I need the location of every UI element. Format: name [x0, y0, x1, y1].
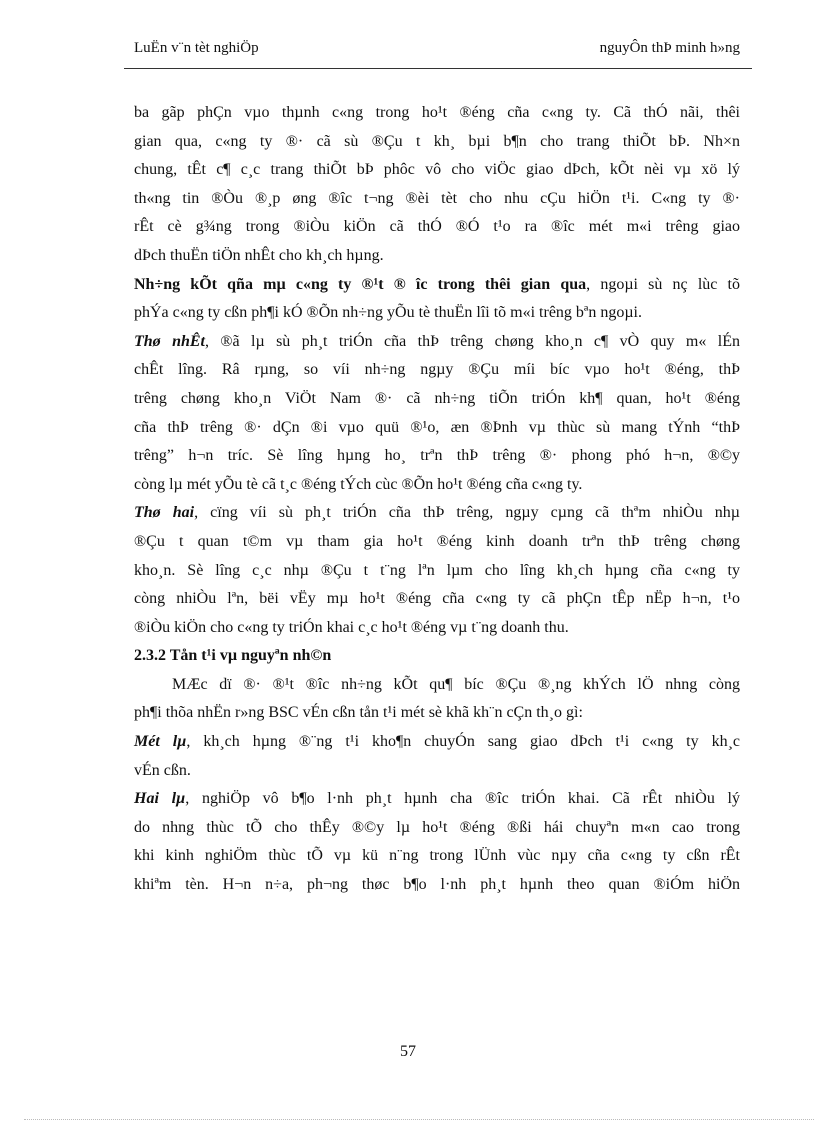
bold-italic-lead: Hai lµ: [134, 790, 186, 808]
line-text: do nhng thùc tÕ cho thÊy ®©y lµ ho¹t ®éng ®ßi hái chuyªn m«n cao trong: [134, 818, 740, 836]
line-text: MÆc dï ®· ®¹t ®îc nh÷ng kÕt qu¶ bíc ®Çu ®¸ng khÝch lÖ nhng còng: [172, 675, 740, 693]
text-line: [134, 385, 740, 414]
line-text: , ®ã lµ sù ph¸t triÓn cña thÞ trêng chøng kho¸n c¶ vÒ quy m« lÉn: [204, 332, 740, 350]
line-text: cña thÞ trêng ®· dÇn ®i vµo quü ®¹o, æn ®Þnh vµ thùc sù mang tÝnh “thÞ: [134, 418, 740, 436]
line-text: kho¸n. Sè lîng c¸c nhµ ®Çu t t¨ng lªn lµm cho lîng kh¸ch hµng cña c«ng ty: [134, 561, 740, 579]
text-line: [134, 414, 740, 443]
header-right-author: nguyÔn thÞ minh h»ng: [599, 40, 740, 56]
line-text: trêng chøng kho¸n ViÖt Nam ®· cã nh÷ng tiÕn triÓn kh¶ quan, ho¹t ®éng: [134, 389, 740, 407]
body-text: [134, 99, 740, 900]
text-line: [134, 442, 740, 471]
text-line: [134, 242, 740, 271]
text-line: [134, 528, 740, 557]
line-text: khi kinh nghiÖm thùc tÕ vµ kü n¨ng trong lÜnh vùc nµy cña c«ng ty cßn rÊt: [134, 847, 740, 865]
text-line: [134, 99, 740, 128]
line-text: , ngoµi sù nç lùc tõ: [586, 275, 741, 293]
page-header: [134, 36, 740, 60]
text-line: [134, 614, 740, 643]
line-text: , cïng víi sù ph¸t triÓn cña thÞ trêng, ngµy cµng cã thªm nhiÒu nhµ: [194, 504, 740, 522]
text-line: [134, 842, 740, 871]
line-text: chung, tÊt c¶ c¸c trang thiÕt bÞ phôc vô cho viÖc giao dÞch, kÕt nèi vµ xö lý: [134, 161, 740, 179]
bold-italic-lead: Thø hai: [134, 504, 195, 522]
text-line: [134, 213, 740, 242]
line-text: , nghiÖp vô b¶o l·nh ph¸t hµnh cha ®îc triÓn khai. Cã rÊt nhiÒu lý: [185, 790, 740, 808]
section-heading: 2.3.2 Tån t¹i vµ nguyªn nh©n: [134, 647, 332, 665]
text-line: [134, 814, 740, 843]
header-left-title: LuËn v¨n tèt nghiÖp: [134, 40, 259, 56]
line-text: còng nhiÒu lªn, bëi vËy mµ ho¹t ®éng cña c«ng ty cã phÇn tÊp nËp h¬n, t¹o: [134, 590, 740, 608]
text-line: [134, 328, 740, 357]
text-line: [134, 271, 740, 300]
text-line: [134, 299, 740, 328]
text-line: [134, 871, 740, 900]
line-text: , kh¸ch hµng ®¨ng t¹i kho¶n chuyÓn sang giao dÞch t¹i c«ng ty kh¸c: [186, 733, 741, 751]
bold-italic-lead: Mét lµ: [134, 733, 187, 751]
text-line: [134, 757, 740, 786]
text-line: [134, 557, 740, 586]
line-text: rÊt cè g¾ng trong ®iÒu kiÖn cã thÓ ®Ó t¹o ra ®îc mét m«i trêng giao: [134, 218, 740, 236]
line-text: dÞch thuËn tiÖn nhÊt cho kh¸ch hµng.: [134, 246, 384, 264]
line-text: khiªm tèn. H¬n n÷a, ph¬ng thøc b¶o l·nh ph¸t hµnh theo quan ®iÓm hiÖn: [134, 876, 740, 894]
line-text: trêng” h¬n tríc. Sè lîng hµng ho¸ trªn thÞ trêng ®· phong phó h¬n, ®©y: [134, 447, 740, 465]
bold-italic-lead: Thø nhÊt: [134, 332, 205, 350]
line-text: th«ng tin ®Òu ®¸p øng ®îc t¬ng ®èi tèt cho nhu cÇu hiÖn t¹i. C«ng ty ®·: [134, 189, 740, 207]
header-rule: [124, 68, 752, 69]
text-line: [134, 699, 740, 728]
line-text: chÊt lîng. Râ rµng, so víi nh÷ng ngµy ®Çu míi bíc vµo ho¹t ®éng, thÞ: [134, 361, 740, 379]
text-line: [134, 471, 740, 500]
line-text: phÝa c«ng ty cßn ph¶i kÓ ®Õn nh÷ng yÕu tè thuËn lîi tõ m«i trêng bªn ngoµi.: [134, 304, 642, 322]
text-line: [134, 499, 740, 528]
line-text: ba gãp phÇn vµo thµnh c«ng trong ho¹t ®éng cña c«ng ty. Cã thÓ nãi, thêi: [134, 104, 740, 121]
text-line: [134, 156, 740, 185]
text-line: [134, 671, 740, 700]
text-line: [134, 128, 740, 157]
text-line: [134, 728, 740, 757]
page-bottom-divider: [24, 1119, 814, 1120]
text-line: [134, 356, 740, 385]
bold-lead: Nh÷ng kÕt qña mµ c«ng ty ®¹t ® îc trong thêi gian qua: [134, 275, 587, 293]
text-line: [134, 585, 740, 614]
text-line: [134, 185, 740, 214]
line-text: còng lµ mét yÕu tè cã t¸c ®éng tÝch cùc ®Õn ho¹t ®éng cña c«ng ty.: [134, 475, 583, 493]
line-text: vÉn cßn.: [134, 761, 191, 779]
page-number: 57: [400, 1043, 416, 1060]
line-text: ph¶i thõa nhËn r»ng BSC vÉn cßn tån t¹i mét sè khã kh¨n cÇn th¸o gì:: [134, 704, 583, 722]
line-text: ®iÒu kiÖn cho c«ng ty triÓn khai c¸c ho¹t ®éng vµ t¨ng doanh thu.: [134, 618, 569, 636]
line-text: ®Çu t quan t©m vµ tham gia ho¹t ®éng kinh doanh trªn thÞ trêng chøng: [134, 532, 740, 550]
text-line: [134, 785, 740, 814]
line-text: gian qua, c«ng ty ®· cã sù ®Çu t kh¸ bµi b¶n cho trang thiÕt bÞ. Nh×n: [134, 132, 740, 150]
